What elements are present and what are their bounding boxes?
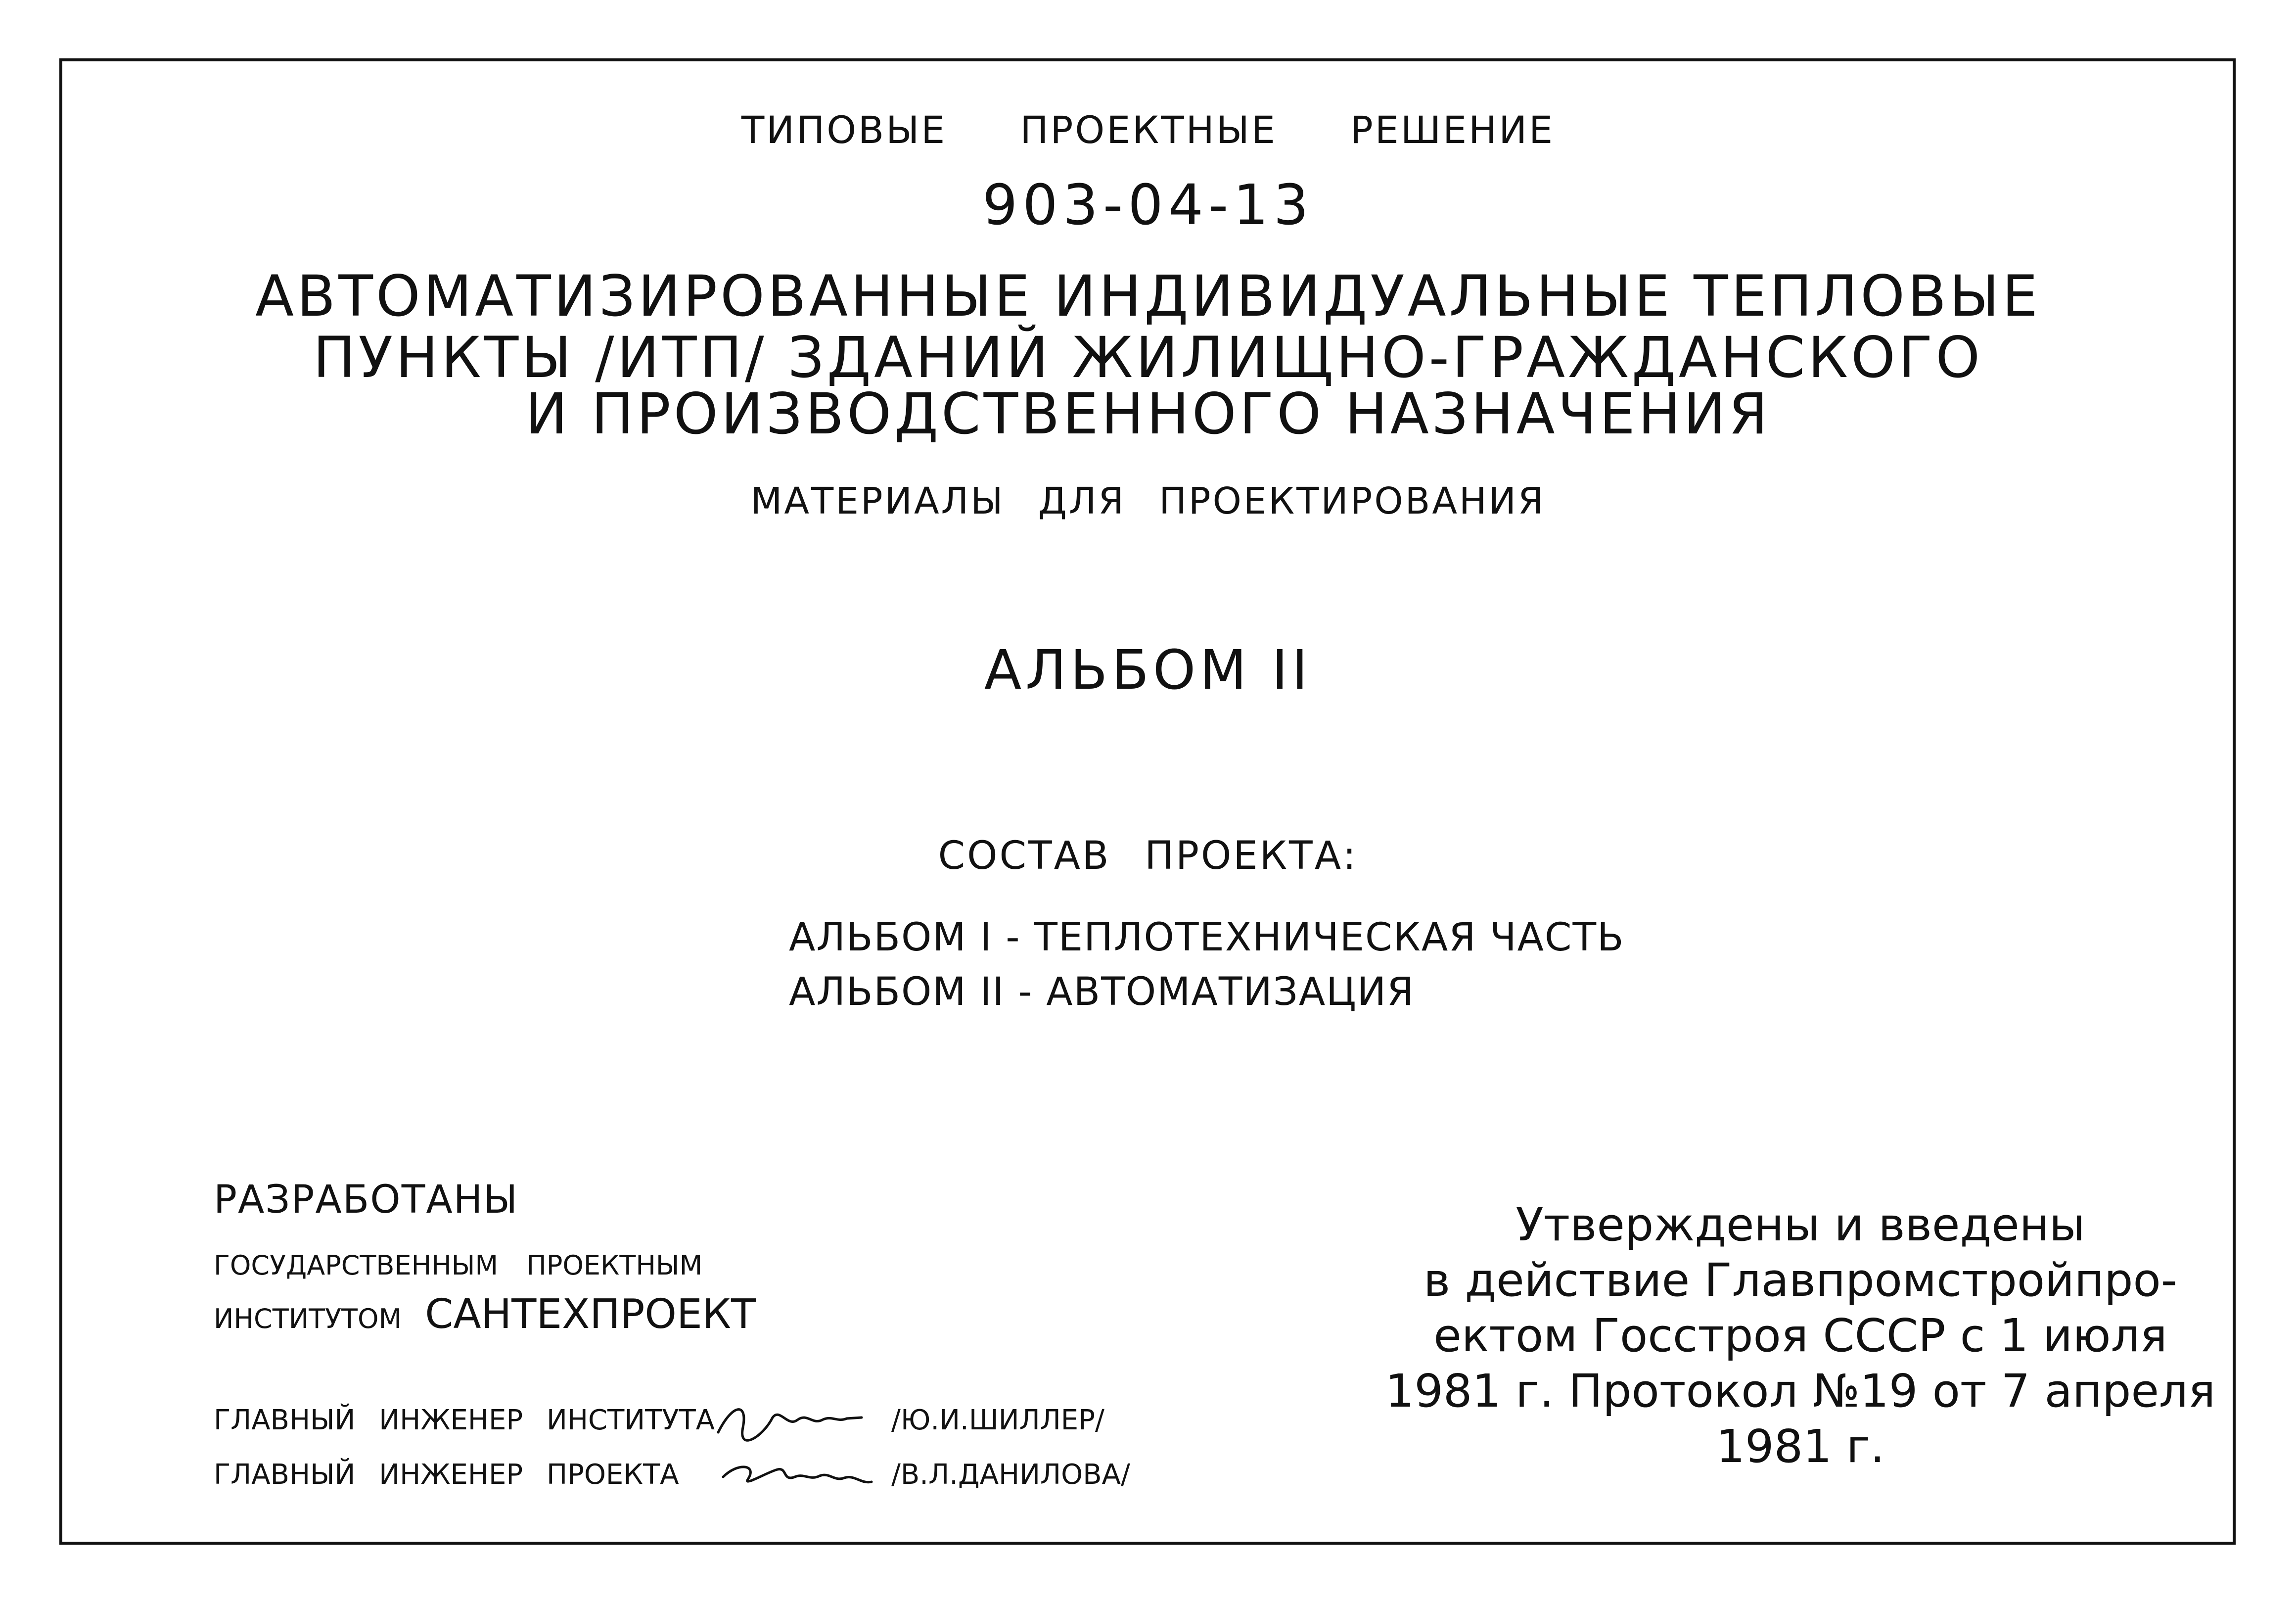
approval-line-2: в действие Главпромстройпро- [1424, 1254, 2177, 1307]
composition-item: АЛЬБОМ II - АВТОМАТИЗАЦИЯ [789, 970, 1415, 1014]
composition-item: АЛЬБОМ I - ТЕПЛОТЕХНИЧЕСКАЯ ЧАСТЬ [789, 915, 1625, 960]
subtitle: МАТЕРИАЛЫ ДЛЯ ПРОЕКТИРОВАНИЯ [750, 480, 1546, 522]
approval-line-3: ектом Госстроя СССР с 1 июля [1433, 1309, 2167, 1362]
signature-role: ГЛАВНЫЙ ИНЖЕНЕР ПРОЕКТА [214, 1458, 679, 1491]
composition-list [789, 910, 1625, 1019]
signature-row [214, 1393, 1130, 1447]
approval-line-1: Утверждены и введены [1515, 1198, 2085, 1251]
approval-line-5: 1981 г. [1716, 1420, 1885, 1473]
signature-name: /В.Л.ДАНИЛОВА/ [891, 1458, 1130, 1491]
series-number: 903-04-13 [982, 173, 1314, 237]
developed-line-1: ГОСУДАРСТВЕННЫМ ПРОЕКТНЫМ [214, 1250, 703, 1281]
composition-heading: СОСТАВ ПРОЕКТА: [938, 834, 1358, 878]
developed-by-block [214, 1178, 756, 1338]
title-line-2: ПУНКТЫ /ИТП/ ЗДАНИЙ ЖИЛИЩНО-ГРАЖДАНСКОГО [313, 325, 1983, 390]
signature-role: ГЛАВНЫЙ ИНЖЕНЕР ИНСТИТУТА [214, 1404, 715, 1436]
approval-line-4: 1981 г. Протокол №19 от 7 апреля [1385, 1365, 2216, 1418]
title-line-1: АВТОМАТИЗИРОВАННЫЕ ИНДИВИДУАЛЬНЫЕ ТЕПЛОВЫЕ [255, 263, 2041, 329]
developed-heading: РАЗРАБОТАНЫ [214, 1178, 519, 1222]
developed-line-2 [214, 1291, 756, 1338]
album-number: АЛЬБОМ II [984, 638, 1312, 702]
handwritten-signature-icon [713, 1398, 891, 1442]
title-line-3: И ПРОИЗВОДСТВЕННОГО НАЗНАЧЕНИЯ [525, 381, 1771, 447]
signature-row [214, 1447, 1130, 1502]
institute-name: САНТЕХПРОЕКТ [425, 1291, 756, 1338]
developed-line-2-text: ИНСТИТУТОМ [214, 1303, 402, 1334]
series-label: ТИПОВЫЕ ПРОЕКТНЫЕ РЕШЕНИЕ [741, 108, 1555, 152]
approval-block [1375, 1197, 2226, 1474]
signatures-block [214, 1393, 1130, 1502]
signature-name: /Ю.И.ШИЛЛЕР/ [891, 1404, 1104, 1436]
handwritten-signature-icon [713, 1452, 891, 1497]
